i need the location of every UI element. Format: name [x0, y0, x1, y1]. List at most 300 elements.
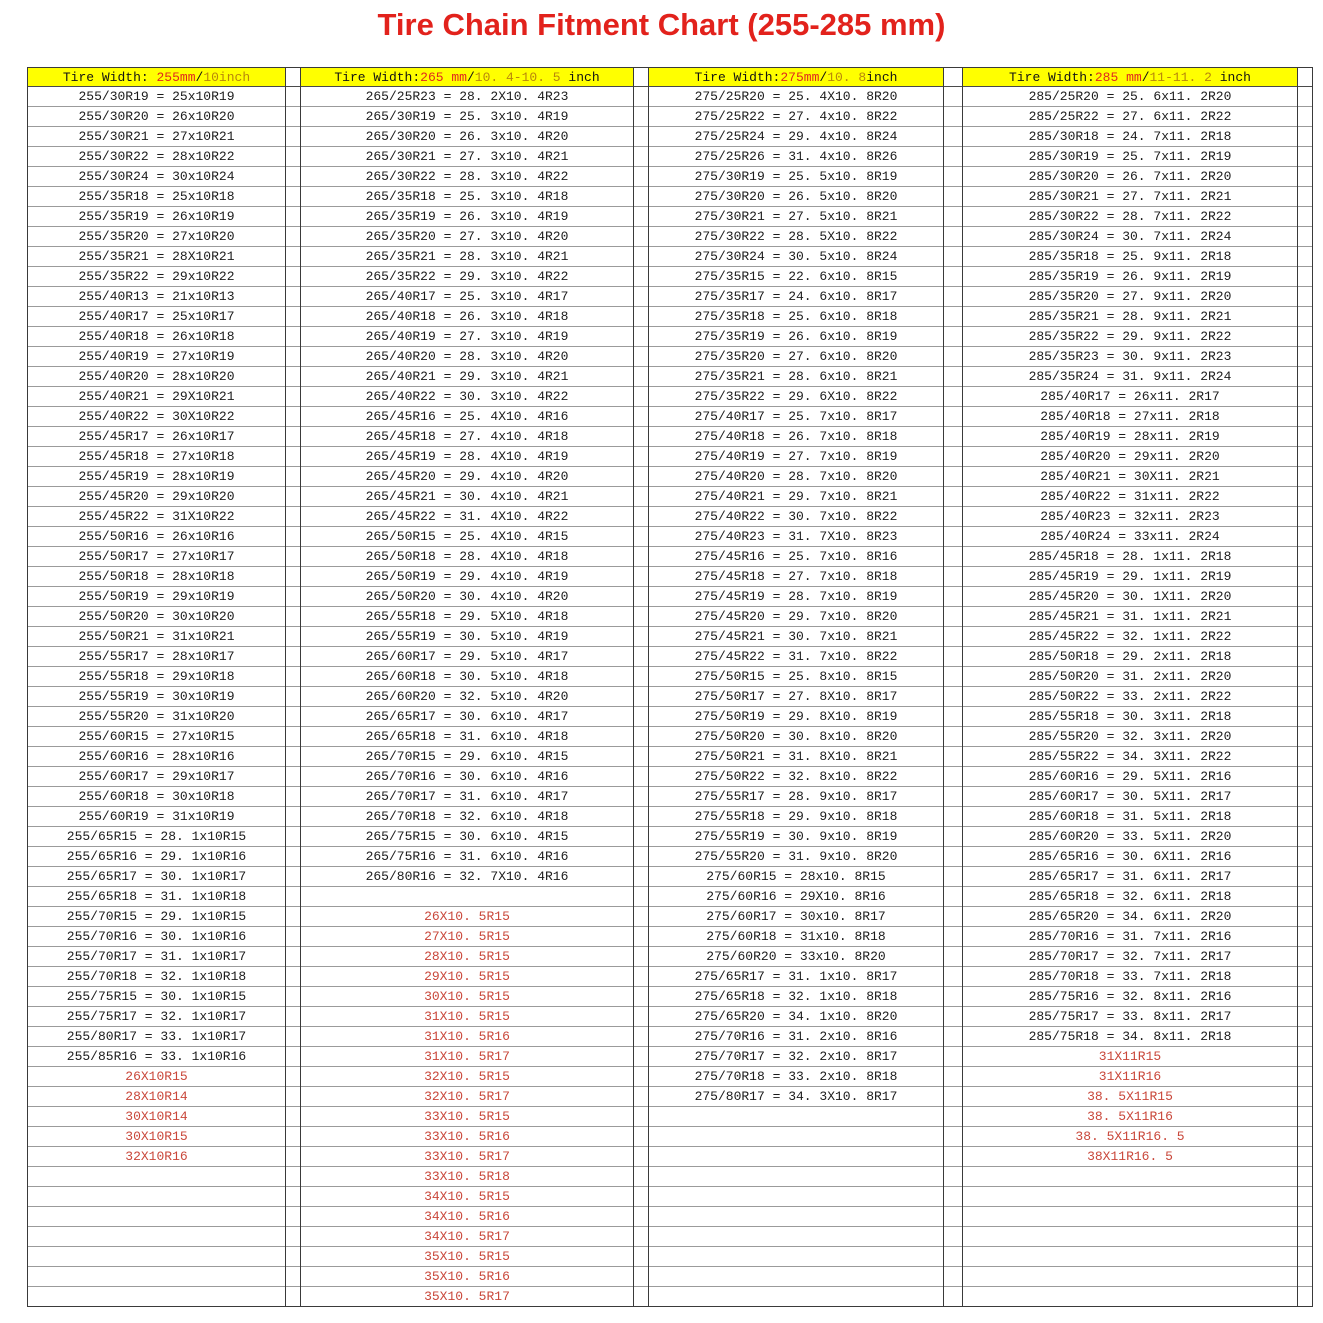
fitment-cell: 275/50R22 = 32. 8x10. 8R22 — [649, 767, 943, 787]
fitment-cell: 285/30R19 = 25. 7x11. 2R19 — [963, 147, 1297, 167]
empty-cell — [301, 887, 633, 907]
fitment-cell: 265/50R19 = 29. 4x10. 4R19 — [301, 567, 633, 587]
spacer-cell — [944, 287, 962, 307]
column-275mm — [648, 67, 943, 1307]
fitment-cell: 285/65R16 = 30. 6X11. 2R16 — [963, 847, 1297, 867]
fitment-cell: 275/50R19 = 29. 8X10. 8R19 — [649, 707, 943, 727]
spacer-cell — [944, 267, 962, 287]
fitment-cell: 275/55R20 = 31. 9x10. 8R20 — [649, 847, 943, 867]
spacer-cell — [944, 1127, 962, 1147]
fitment-cell: 285/60R20 = 33. 5x11. 2R20 — [963, 827, 1297, 847]
fitment-cell: 26X10. 5R15 — [301, 907, 633, 927]
fitment-cell: 275/40R17 = 25. 7x10. 8R17 — [649, 407, 943, 427]
fitment-cell: 275/40R23 = 31. 7X10. 8R23 — [649, 527, 943, 547]
spacer-cell — [286, 327, 300, 347]
fitment-cell: 34X10. 5R15 — [301, 1187, 633, 1207]
spacer-cell — [944, 367, 962, 387]
fitment-cell: 265/70R17 = 31. 6x10. 4R17 — [301, 787, 633, 807]
spacer-cell — [634, 207, 648, 227]
spacer-cell — [944, 247, 962, 267]
spacer-cell — [944, 1267, 962, 1287]
spacer-cell — [1298, 287, 1312, 307]
spacer-cell — [634, 187, 648, 207]
spacer-cell — [286, 987, 300, 1007]
fitment-cell: 275/50R17 = 27. 8X10. 8R17 — [649, 687, 943, 707]
empty-cell — [28, 1247, 285, 1267]
fitment-cell: 275/40R22 = 30. 7x10. 8R22 — [649, 507, 943, 527]
header-part: 265 mm — [420, 70, 467, 85]
spacer-cell — [286, 887, 300, 907]
fitment-cell: 285/45R21 = 31. 1x11. 2R21 — [963, 607, 1297, 627]
spacer-cell — [944, 1227, 962, 1247]
spacer-cell — [944, 567, 962, 587]
empty-cell — [649, 1147, 943, 1167]
fitment-cell: 285/35R24 = 31. 9x11. 2R24 — [963, 367, 1297, 387]
spacer-column — [943, 67, 962, 1307]
fitment-cell: 255/60R16 = 28x10R16 — [28, 747, 285, 767]
spacer-column — [633, 67, 648, 1307]
empty-cell — [649, 1127, 943, 1147]
fitment-cell: 31X10. 5R15 — [301, 1007, 633, 1027]
header-part: Tire Width: — [1009, 70, 1095, 85]
fitment-cell: 265/45R19 = 28. 4X10. 4R19 — [301, 447, 633, 467]
fitment-cell: 285/50R20 = 31. 2x11. 2R20 — [963, 667, 1297, 687]
spacer-cell — [944, 507, 962, 527]
spacer-cell — [1298, 487, 1312, 507]
fitment-cell: 285/50R22 = 33. 2x11. 2R22 — [963, 687, 1297, 707]
fitment-cell: 255/55R17 = 28x10R17 — [28, 647, 285, 667]
spacer-cell — [944, 207, 962, 227]
header-part: / — [466, 70, 475, 85]
spacer-cell — [286, 827, 300, 847]
fitment-cell: 285/45R18 = 28. 1x11. 2R18 — [963, 547, 1297, 567]
fitment-cell: 275/45R22 = 31. 7x10. 8R22 — [649, 647, 943, 667]
spacer-cell — [286, 147, 300, 167]
fitment-cell: 38. 5X11R15 — [963, 1087, 1297, 1107]
spacer-cell — [944, 1047, 962, 1067]
header-part: inch — [1211, 70, 1251, 85]
fitment-cell: 265/35R21 = 28. 3x10. 4R21 — [301, 247, 633, 267]
fitment-cell: 265/50R15 = 25. 4X10. 4R15 — [301, 527, 633, 547]
fitment-cell: 265/40R18 = 26. 3x10. 4R18 — [301, 307, 633, 327]
spacer-cell — [1298, 1147, 1312, 1167]
spacer-cell — [286, 407, 300, 427]
spacer-cell — [944, 687, 962, 707]
fitment-cell: 265/75R16 = 31. 6x10. 4R16 — [301, 847, 633, 867]
fitment-cell: 285/55R18 = 30. 3x11. 2R18 — [963, 707, 1297, 727]
spacer-cell — [286, 1287, 300, 1307]
spacer-cell — [286, 1067, 300, 1087]
spacer-cell — [634, 1147, 648, 1167]
spacer-cell — [944, 447, 962, 467]
empty-cell — [28, 1167, 285, 1187]
fitment-cell: 265/70R15 = 29. 6x10. 4R15 — [301, 747, 633, 767]
spacer-cell — [1298, 867, 1312, 887]
spacer-cell — [944, 787, 962, 807]
spacer-cell — [286, 367, 300, 387]
fitment-cell: 275/60R18 = 31x10. 8R18 — [649, 927, 943, 947]
fitment-cell: 275/30R21 = 27. 5x10. 8R21 — [649, 207, 943, 227]
spacer-cell — [944, 1087, 962, 1107]
fitment-cell: 285/70R17 = 32. 7x11. 2R17 — [963, 947, 1297, 967]
spacer-cell — [1298, 1027, 1312, 1047]
fitment-cell: 265/40R20 = 28. 3x10. 4R20 — [301, 347, 633, 367]
fitment-cell: 285/45R20 = 30. 1X11. 2R20 — [963, 587, 1297, 607]
spacer-cell — [944, 767, 962, 787]
fitment-cell: 34X10. 5R17 — [301, 1227, 633, 1247]
spacer-cell — [1298, 247, 1312, 267]
fitment-cell: 265/60R20 = 32. 5x10. 4R20 — [301, 687, 633, 707]
spacer-cell — [286, 1167, 300, 1187]
fitment-cell: 255/55R20 = 31x10R20 — [28, 707, 285, 727]
spacer-cell — [286, 387, 300, 407]
spacer-cell — [1298, 887, 1312, 907]
spacer-cell — [634, 1107, 648, 1127]
spacer-cell — [634, 1187, 648, 1207]
spacer-cell — [286, 787, 300, 807]
fitment-cell: 33X10. 5R16 — [301, 1127, 633, 1147]
fitment-cell: 255/45R19 = 28x10R19 — [28, 467, 285, 487]
spacer-cell — [944, 1067, 962, 1087]
fitment-cell: 285/35R23 = 30. 9x11. 2R23 — [963, 347, 1297, 367]
spacer-cell — [634, 767, 648, 787]
fitment-cell: 255/60R17 = 29x10R17 — [28, 767, 285, 787]
spacer-cell — [634, 427, 648, 447]
spacer-cell — [944, 1027, 962, 1047]
spacer-cell — [944, 707, 962, 727]
spacer-cell — [286, 287, 300, 307]
fitment-cell: 275/35R21 = 28. 6x10. 8R21 — [649, 367, 943, 387]
fitment-cell: 265/40R22 = 30. 3x10. 4R22 — [301, 387, 633, 407]
fitment-cell: 255/60R18 = 30x10R18 — [28, 787, 285, 807]
fitment-cell: 285/35R20 = 27. 9x11. 2R20 — [963, 287, 1297, 307]
fitment-cell: 275/30R19 = 25. 5x10. 8R19 — [649, 167, 943, 187]
spacer-cell — [634, 1287, 648, 1307]
spacer-header-cell — [286, 67, 300, 87]
spacer-cell — [1298, 547, 1312, 567]
spacer-cell — [1298, 507, 1312, 527]
fitment-cell: 285/55R20 = 32. 3x11. 2R20 — [963, 727, 1297, 747]
spacer-cell — [286, 767, 300, 787]
header-part: 10inch — [203, 70, 251, 85]
fitment-cell: 285/30R21 = 27. 7x11. 2R21 — [963, 187, 1297, 207]
spacer-cell — [1298, 227, 1312, 247]
spacer-cell — [634, 967, 648, 987]
spacer-cell — [634, 567, 648, 587]
spacer-cell — [286, 347, 300, 367]
spacer-cell — [944, 1167, 962, 1187]
fitment-cell: 275/60R20 = 33x10. 8R20 — [649, 947, 943, 967]
fitment-cell: 275/65R18 = 32. 1x10. 8R18 — [649, 987, 943, 1007]
spacer-cell — [286, 547, 300, 567]
spacer-cell — [634, 1267, 648, 1287]
fitment-cell: 31X10. 5R17 — [301, 1047, 633, 1067]
spacer-cell — [286, 487, 300, 507]
spacer-cell — [286, 647, 300, 667]
fitment-cell: 285/65R20 = 34. 6x11. 2R20 — [963, 907, 1297, 927]
spacer-cell — [1298, 627, 1312, 647]
spacer-cell — [286, 527, 300, 547]
spacer-cell — [1298, 367, 1312, 387]
spacer-cell — [944, 527, 962, 547]
spacer-cell — [1298, 307, 1312, 327]
fitment-cell: 34X10. 5R16 — [301, 1207, 633, 1227]
fitment-cell: 265/40R21 = 29. 3x10. 4R21 — [301, 367, 633, 387]
empty-cell — [649, 1247, 943, 1267]
spacer-cell — [1298, 947, 1312, 967]
fitment-cell: 265/50R20 = 30. 4x10. 4R20 — [301, 587, 633, 607]
spacer-cell — [944, 167, 962, 187]
spacer-cell — [286, 847, 300, 867]
spacer-cell — [634, 1227, 648, 1247]
spacer-cell — [1298, 987, 1312, 1007]
column-header — [963, 67, 1297, 87]
spacer-cell — [944, 347, 962, 367]
fitment-cell: 275/25R22 = 27. 4x10. 8R22 — [649, 107, 943, 127]
header-part: Tire Width: — [334, 70, 421, 85]
spacer-cell — [634, 127, 648, 147]
spacer-cell — [944, 927, 962, 947]
fitment-cell: 255/40R22 = 30X10R22 — [28, 407, 285, 427]
spacer-cell — [1298, 807, 1312, 827]
spacer-cell — [944, 107, 962, 127]
fitment-cell: 285/35R22 = 29. 9x11. 2R22 — [963, 327, 1297, 347]
fitment-cell: 285/25R22 = 27. 6x11. 2R22 — [963, 107, 1297, 127]
spacer-cell — [944, 227, 962, 247]
spacer-cell — [286, 1247, 300, 1267]
spacer-cell — [634, 487, 648, 507]
fitment-cell: 35X10. 5R16 — [301, 1267, 633, 1287]
fitment-cell: 285/75R18 = 34. 8x11. 2R18 — [963, 1027, 1297, 1047]
spacer-cell — [634, 687, 648, 707]
spacer-cell — [1298, 707, 1312, 727]
fitment-cell: 255/70R16 = 30. 1x10R16 — [28, 927, 285, 947]
fitment-cell: 265/40R19 = 27. 3x10. 4R19 — [301, 327, 633, 347]
spacer-cell — [286, 667, 300, 687]
fitment-cell: 255/35R18 = 25x10R18 — [28, 187, 285, 207]
spacer-cell — [634, 547, 648, 567]
fitment-cell: 26X10R15 — [28, 1067, 285, 1087]
spacer-cell — [944, 307, 962, 327]
spacer-cell — [944, 467, 962, 487]
fitment-cell: 275/45R21 = 30. 7x10. 8R21 — [649, 627, 943, 647]
spacer-cell — [634, 287, 648, 307]
spacer-cell — [1298, 1067, 1312, 1087]
fitment-cell: 255/70R15 = 29. 1x10R15 — [28, 907, 285, 927]
fitment-cell: 275/35R20 = 27. 6x10. 8R20 — [649, 347, 943, 367]
spacer-cell — [944, 587, 962, 607]
spacer-cell — [286, 567, 300, 587]
spacer-cell — [944, 947, 962, 967]
fitment-cell: 285/65R18 = 32. 6x11. 2R18 — [963, 887, 1297, 907]
header-part: Tire Width: — [62, 70, 157, 85]
spacer-cell — [634, 507, 648, 527]
spacer-cell — [286, 1127, 300, 1147]
fitment-cell: 265/30R20 = 26. 3x10. 4R20 — [301, 127, 633, 147]
fitment-cell: 285/40R18 = 27x11. 2R18 — [963, 407, 1297, 427]
fitment-cell: 275/25R20 = 25. 4X10. 8R20 — [649, 87, 943, 107]
fitment-cell: 275/60R16 = 29X10. 8R16 — [649, 887, 943, 907]
fitment-cell: 255/50R19 = 29x10R19 — [28, 587, 285, 607]
fitment-cell: 31X11R15 — [963, 1047, 1297, 1067]
fitment-cell: 285/25R20 = 25. 6x11. 2R20 — [963, 87, 1297, 107]
spacer-column — [285, 67, 300, 1307]
fitment-cell: 255/30R22 = 28x10R22 — [28, 147, 285, 167]
fitment-cell: 275/30R22 = 28. 5X10. 8R22 — [649, 227, 943, 247]
spacer-cell — [944, 387, 962, 407]
spacer-cell — [1298, 1047, 1312, 1067]
spacer-cell — [1298, 1187, 1312, 1207]
fitment-cell: 265/65R18 = 31. 6x10. 4R18 — [301, 727, 633, 747]
fitment-cell: 27X10. 5R15 — [301, 927, 633, 947]
spacer-cell — [1298, 447, 1312, 467]
spacer-cell — [944, 807, 962, 827]
spacer-cell — [634, 227, 648, 247]
fitment-cell: 255/30R21 = 27x10R21 — [28, 127, 285, 147]
fitment-cell: 33X10. 5R18 — [301, 1167, 633, 1187]
fitment-cell: 265/35R18 = 25. 3x10. 4R18 — [301, 187, 633, 207]
fitment-cell: 38. 5X11R16. 5 — [963, 1127, 1297, 1147]
header-part: inch — [866, 70, 898, 85]
spacer-cell — [286, 1147, 300, 1167]
spacer-cell — [944, 647, 962, 667]
spacer-cell — [944, 847, 962, 867]
spacer-cell — [944, 147, 962, 167]
fitment-cell: 285/60R17 = 30. 5X11. 2R17 — [963, 787, 1297, 807]
fitment-cell: 275/50R15 = 25. 8x10. 8R15 — [649, 667, 943, 687]
spacer-cell — [286, 127, 300, 147]
spacer-cell — [634, 1007, 648, 1027]
fitment-cell: 265/60R18 = 30. 5x10. 4R18 — [301, 667, 633, 687]
empty-cell — [649, 1107, 943, 1127]
fitment-cell: 265/80R16 = 32. 7X10. 4R16 — [301, 867, 633, 887]
spacer-cell — [1298, 527, 1312, 547]
fitment-cell: 38. 5X11R16 — [963, 1107, 1297, 1127]
spacer-cell — [1298, 1247, 1312, 1267]
fitment-cell: 275/70R16 = 31. 2x10. 8R16 — [649, 1027, 943, 1047]
fitment-cell: 255/55R18 = 29x10R18 — [28, 667, 285, 687]
fitment-cell: 30X10R15 — [28, 1127, 285, 1147]
page-title: Tire Chain Fitment Chart (255-285 mm) — [377, 7, 946, 42]
spacer-cell — [1298, 927, 1312, 947]
fitment-cell: 265/35R22 = 29. 3x10. 4R22 — [301, 267, 633, 287]
fitment-cell: 265/65R17 = 30. 6x10. 4R17 — [301, 707, 633, 727]
spacer-cell — [944, 407, 962, 427]
header-part: 10. 8 — [827, 70, 867, 85]
fitment-cell: 255/50R16 = 26x10R16 — [28, 527, 285, 547]
fitment-cell: 35X10. 5R17 — [301, 1287, 633, 1307]
fitment-cell: 285/30R22 = 28. 7x11. 2R22 — [963, 207, 1297, 227]
fitment-cell: 255/60R15 = 27x10R15 — [28, 727, 285, 747]
column-285mm — [962, 67, 1297, 1307]
fitment-cell: 275/25R24 = 29. 4x10. 8R24 — [649, 127, 943, 147]
empty-cell — [649, 1227, 943, 1247]
spacer-cell — [286, 867, 300, 887]
empty-cell — [963, 1167, 1297, 1187]
spacer-cell — [634, 867, 648, 887]
spacer-cell — [1298, 207, 1312, 227]
fitment-cell: 265/45R21 = 30. 4x10. 4R21 — [301, 487, 633, 507]
fitment-cell: 265/25R23 = 28. 2X10. 4R23 — [301, 87, 633, 107]
spacer-cell — [634, 1247, 648, 1267]
spacer-cell — [634, 667, 648, 687]
spacer-cell — [286, 807, 300, 827]
fitment-cell: 275/50R21 = 31. 8X10. 8R21 — [649, 747, 943, 767]
fitment-cell: 285/50R18 = 29. 2x11. 2R18 — [963, 647, 1297, 667]
spacer-cell — [286, 707, 300, 727]
fitment-cell: 255/40R20 = 28x10R20 — [28, 367, 285, 387]
fitment-cell: 275/55R18 = 29. 9x10. 8R18 — [649, 807, 943, 827]
spacer-cell — [944, 987, 962, 1007]
spacer-cell — [1298, 1207, 1312, 1227]
fitment-cell: 255/75R15 = 30. 1x10R15 — [28, 987, 285, 1007]
spacer-cell — [634, 307, 648, 327]
spacer-cell — [944, 127, 962, 147]
spacer-cell — [286, 1087, 300, 1107]
spacer-cell — [286, 627, 300, 647]
empty-cell — [649, 1207, 943, 1227]
spacer-cell — [944, 1107, 962, 1127]
spacer-cell — [944, 547, 962, 567]
spacer-cell — [634, 847, 648, 867]
fitment-cell: 255/40R21 = 29X10R21 — [28, 387, 285, 407]
spacer-cell — [286, 607, 300, 627]
fitment-cell: 255/70R17 = 31. 1x10R17 — [28, 947, 285, 967]
spacer-cell — [944, 747, 962, 767]
header-part: / — [1141, 70, 1150, 85]
fitment-cell: 265/30R22 = 28. 3x10. 4R22 — [301, 167, 633, 187]
fitment-cell: 255/65R15 = 28. 1x10R15 — [28, 827, 285, 847]
spacer-cell — [944, 187, 962, 207]
empty-cell — [649, 1267, 943, 1287]
fitment-cell: 255/55R19 = 30x10R19 — [28, 687, 285, 707]
fitment-cell: 255/85R16 = 33. 1x10R16 — [28, 1047, 285, 1067]
spacer-cell — [1298, 1227, 1312, 1247]
spacer-cell — [944, 727, 962, 747]
spacer-cell — [1298, 1007, 1312, 1027]
spacer-cell — [286, 1267, 300, 1287]
fitment-cell: 285/40R22 = 31x11. 2R22 — [963, 487, 1297, 507]
column-265mm — [300, 67, 633, 1307]
fitment-cell: 275/40R20 = 28. 7x10. 8R20 — [649, 467, 943, 487]
column-header — [649, 67, 943, 87]
spacer-cell — [286, 107, 300, 127]
fitment-cell: 285/35R19 = 26. 9x11. 2R19 — [963, 267, 1297, 287]
spacer-cell — [944, 1247, 962, 1267]
empty-cell — [28, 1187, 285, 1207]
spacer-cell — [286, 967, 300, 987]
spacer-cell — [286, 87, 300, 107]
spacer-cell — [634, 367, 648, 387]
spacer-cell — [286, 1027, 300, 1047]
spacer-cell — [1298, 387, 1312, 407]
spacer-header-cell — [944, 67, 962, 87]
fitment-cell: 275/25R26 = 31. 4x10. 8R26 — [649, 147, 943, 167]
fitment-cell: 275/45R19 = 28. 7x10. 8R19 — [649, 587, 943, 607]
empty-cell — [28, 1227, 285, 1247]
fitment-cell: 275/40R18 = 26. 7x10. 8R18 — [649, 427, 943, 447]
fitment-cell: 255/30R19 = 25x10R19 — [28, 87, 285, 107]
spacer-cell — [1298, 347, 1312, 367]
fitment-cell: 255/80R17 = 33. 1x10R17 — [28, 1027, 285, 1047]
spacer-cell — [286, 267, 300, 287]
spacer-cell — [1298, 467, 1312, 487]
spacer-cell — [944, 627, 962, 647]
spacer-cell — [634, 907, 648, 927]
fitment-cell: 265/35R20 = 27. 3x10. 4R20 — [301, 227, 633, 247]
spacer-cell — [634, 987, 648, 1007]
fitment-cell: 32X10. 5R15 — [301, 1067, 633, 1087]
